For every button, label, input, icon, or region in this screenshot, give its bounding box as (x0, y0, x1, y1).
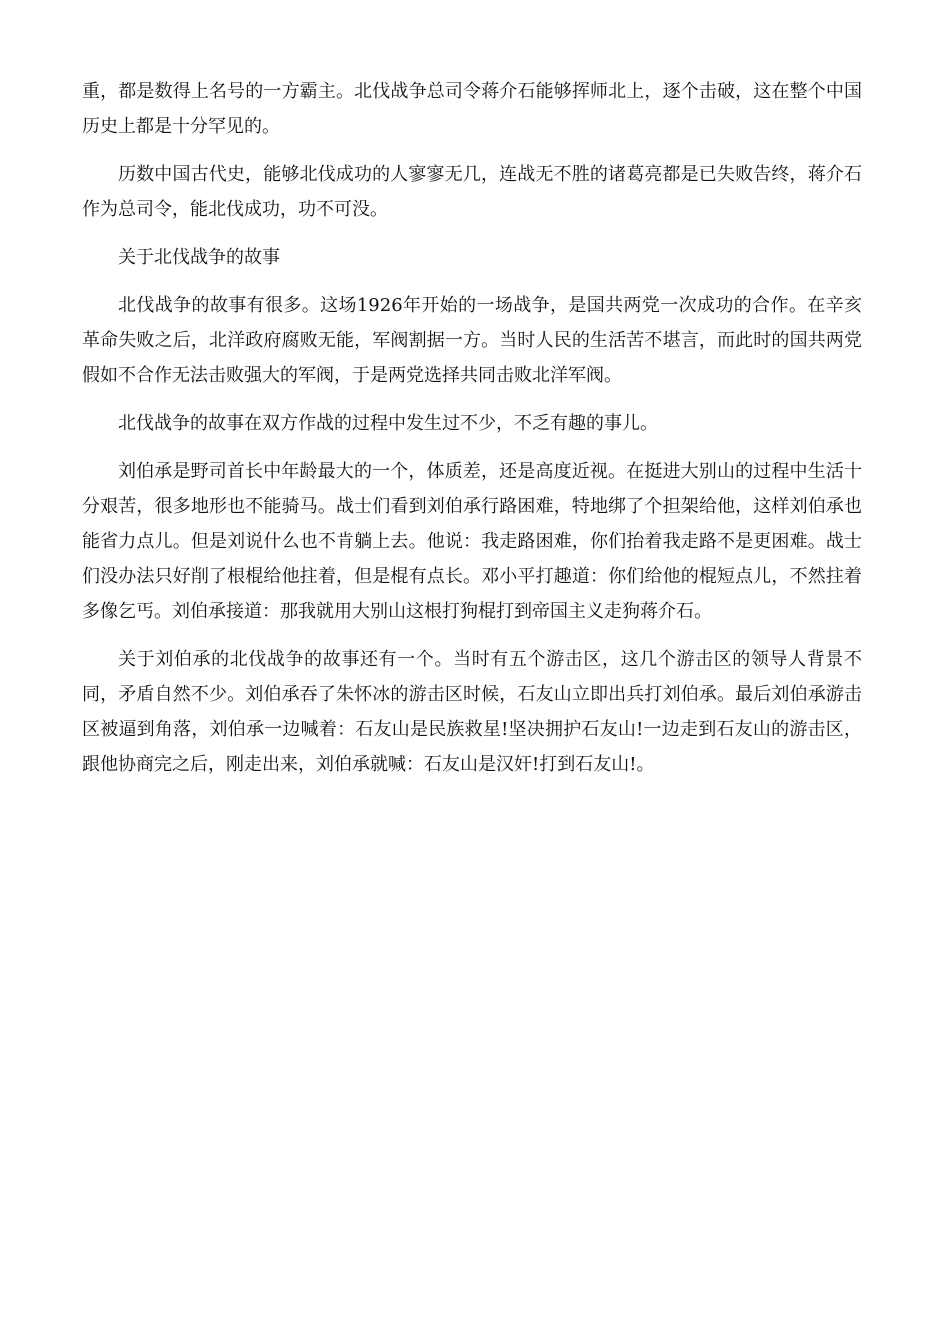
paragraph-continuation: 重，都是数得上名号的一方霸主。北伐战争总司令蒋介石能够挥师北上，逐个击破，这在整个中国历史上都是十分罕见的。 (82, 81, 862, 137)
paragraph-war-stories: 北伐战争的故事有很多。这场1926年开始的一场战争，是国共两党一次成功的合作。在辛亥革命失败之后，北洋政府腐败无能，军阀割据一方。当时人民的生活苦不堪言，而此时的国共两党假如不合作无法击败强大的军阀，于是两党选择共同击败北洋军阀。 (82, 295, 862, 386)
section-heading: 关于北伐战争的故事 (118, 247, 280, 268)
paragraph-liu-bocheng-guerrilla: 关于刘伯承的北伐战争的故事还有一个。当时有五个游击区，这几个游击区的领导人背景不同，矛盾自然不少。刘伯承吞了朱怀冰的游击区时候，石友山立即出兵打刘伯承。最后刘伯承游击区被逼到角落，刘伯承一边喊着：石友山是民族救星!坚决拥护石友山!一边走到石友山的游击区，跟他协商完之后，刚走出来，刘伯承就喊：石友山是汉奸!打到石友山!。 (82, 649, 862, 775)
paragraph-ancient-history: 历数中国古代史，能够北伐成功的人寥寥无几，连战无不胜的诸葛亮都是已失败告终，蒋介石作为总司令，能北伐成功，功不可没。 (82, 164, 862, 220)
document-body (82, 74, 862, 795)
paragraph-liu-bocheng-stick: 刘伯承是野司首长中年龄最大的一个，体质差，还是高度近视。在挺进大别山的过程中生活十分艰苦，很多地形也不能骑马。战士们看到刘伯承行路困难，特地绑了个担架给他，这样刘伯承也能省力点儿。但是刘说什么也不肯躺上去。他说：我走路困难，你们抬着我走路不是更困难。战士们没办法只好削了根棍给他拄着，但是棍有点长。邓小平打趣道：你们给他的棍短点儿，不然拄着多像乞丐。刘伯承接道：那我就用大别山这根打狗棍打到帝国主义走狗蒋介石。 (82, 461, 862, 622)
paragraph-interesting-events: 北伐战争的故事在双方作战的过程中发生过不少，不乏有趣的事儿。 (118, 413, 658, 434)
